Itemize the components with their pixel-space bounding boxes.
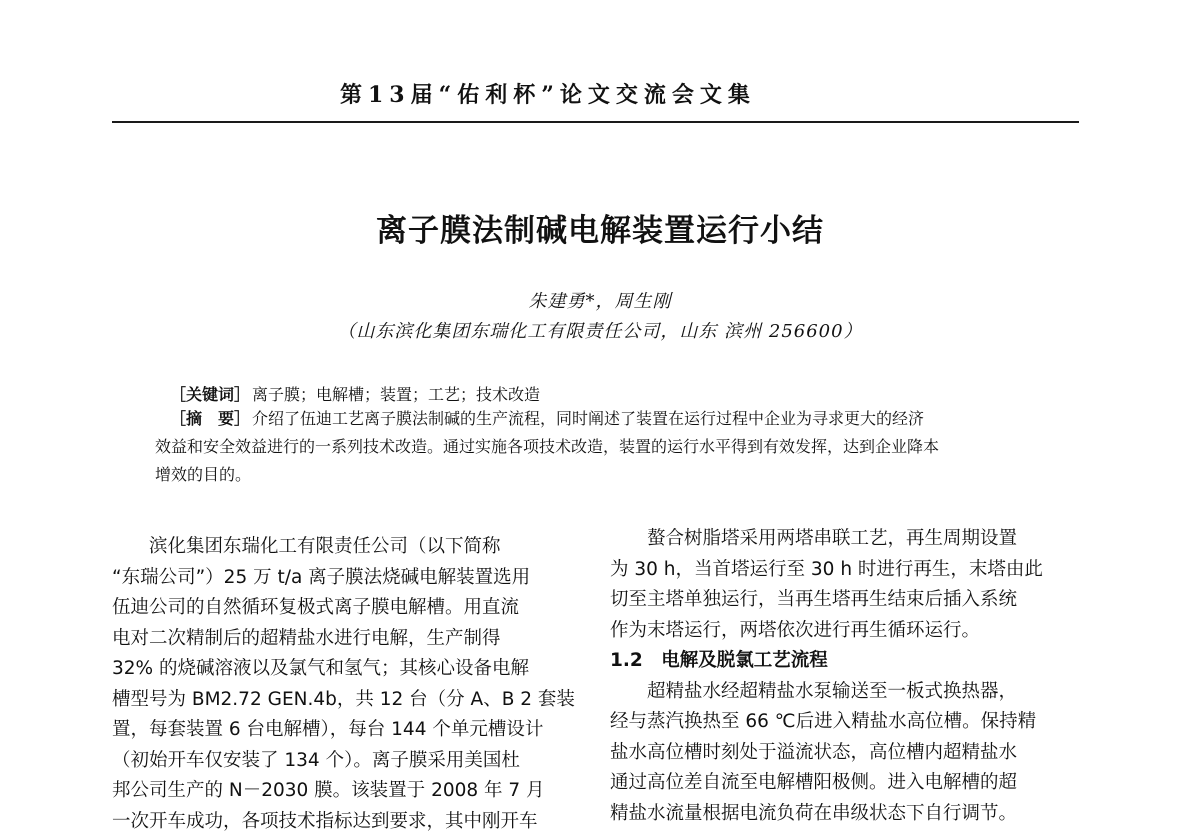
body-line: 盐水高位槽时刻处于溢流状态，高位槽内超精盐水 — [610, 741, 1018, 763]
body-column-right — [610, 524, 1080, 829]
abstract-line — [170, 405, 924, 433]
body-line: 一次开车成功，各项技术指标达到要求，其中刚开车 — [112, 810, 538, 832]
body-line: 通过高位差自流至电解槽阳极侧。进入电解槽的超 — [610, 772, 1018, 793]
article-title: 离子膜法制碱电解装置运行小结 — [376, 213, 824, 249]
running-header: 第13届“佑利杯”论文交流会文集 — [340, 82, 756, 108]
body-line: 为 30 h，当首塔运行至 30 h 时进行再生，末塔由此 — [610, 558, 1043, 580]
body-line: 作为末塔运行，两塔依次进行再生循环运行。 — [610, 619, 981, 641]
header-rule — [112, 121, 1079, 123]
body-line: 精盐水流量根据电流负荷在串级状态下自行调节。 — [610, 802, 1018, 824]
body-line: 螯合树脂塔采用两塔串联工艺，再生周期设置 — [610, 528, 1018, 549]
body-line: “东瑞公司”）25 万 t/a 离子膜法烧碱电解装置选用 — [112, 566, 531, 588]
abstract-text: 介绍了伍迪工艺离子膜法制碱的生产流程，同时阐述了装置在运行过程中企业为寻求更大的经济 — [252, 409, 925, 428]
body-line: 电对二次精制后的超精盐水进行电解，生产制得 — [112, 627, 501, 649]
body-line: 伍迪公司的自然循环复极式离子膜电解槽。用直流 — [112, 597, 520, 618]
keywords-text: 离子膜；电解槽；装置；工艺；技术改造 — [252, 385, 541, 404]
keywords-label: ［关键词］ — [170, 385, 251, 404]
body-line: 32% 的烧碱溶液以及氯气和氢气；其核心设备电解 — [112, 658, 530, 679]
article-affiliation: （山东滨化集团东瑞化工有限责任公司，山东 滨州 256600） — [337, 321, 863, 342]
abstract-label: ［摘 要］ — [170, 409, 251, 428]
body-line: 经与蒸汽换热至 66 ℃后进入精盐水高位槽。保持精 — [610, 711, 1037, 732]
body-line: 置，每套装置 6 台电解槽），每台 144 个单元槽设计 — [112, 719, 544, 740]
article-authors: 朱建勇*，周生刚 — [528, 291, 672, 312]
abstract-line: 效益和安全效益进行的一系列技术改造。通过实施各项技术改造，装置的运行水平得到有效发挥，达到企业降本 — [155, 437, 940, 456]
abstract-line: 增效的目的。 — [155, 465, 252, 484]
body-line: 超精盐水经超精盐水泵输送至一板式换热器， — [610, 680, 1018, 702]
body-column-left — [112, 532, 582, 837]
body-line: 滨化集团东瑞化工有限责任公司（以下简称 — [112, 536, 501, 557]
body-line: （初始开车仅安装了 134 个）。离子膜采用美国杜 — [112, 749, 520, 771]
body-line: 槽型号为 BM2.72 GEN.4b，共 12 台（分 A、B 2 套装 — [112, 688, 575, 710]
body-line: 切至主塔单独运行，当再生塔再生结束后插入系统 — [610, 589, 1018, 610]
body-line: 邦公司生产的 N－2030 膜。该装置于 2008 年 7 月 — [112, 780, 545, 801]
section-heading: 1.2 电解及脱氯工艺流程 — [610, 650, 828, 671]
